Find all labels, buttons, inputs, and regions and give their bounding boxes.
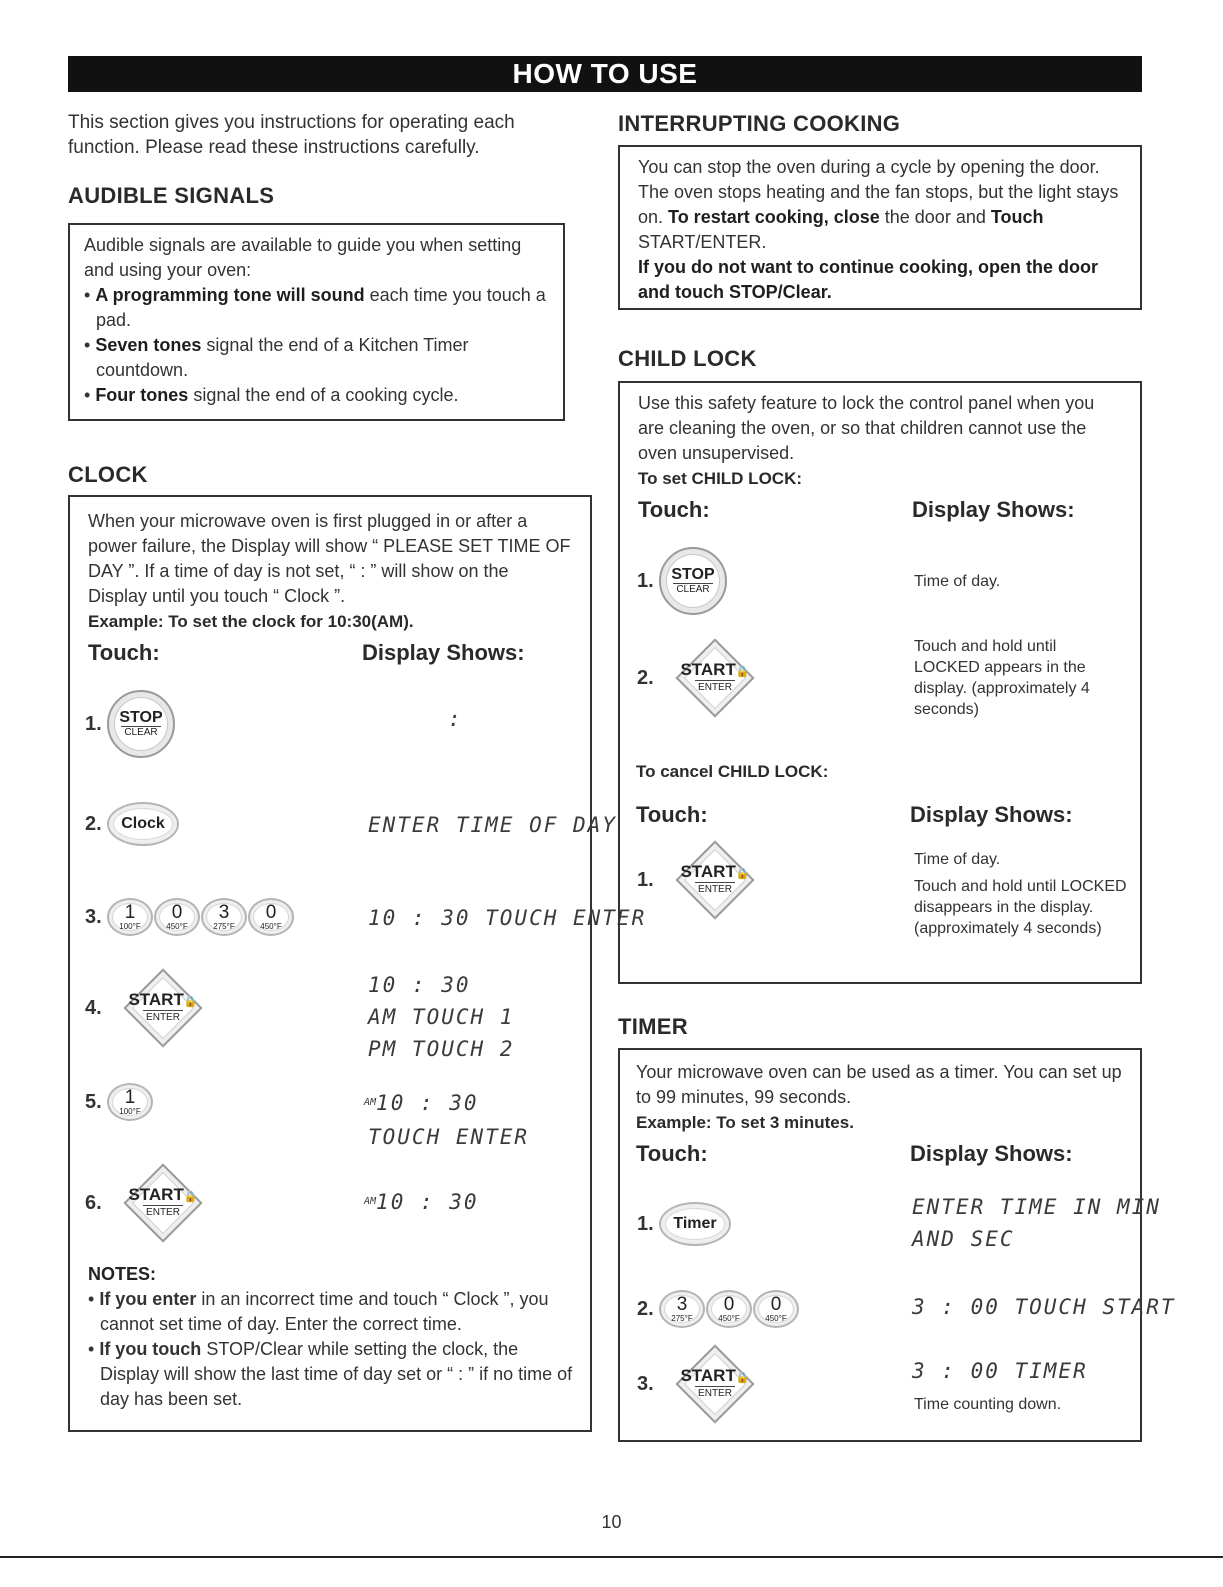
stop-clear-key[interactable]: STOP CLEAR (659, 547, 727, 615)
clock-example: Example: To set the clock for 10:30(AM). (88, 612, 414, 631)
clock-display-5b: TOUCH ENTER (368, 1125, 530, 1149)
clock-heading: CLOCK (68, 462, 148, 487)
audible-heading: AUDIBLE SIGNALS (68, 183, 275, 208)
audible-bullet-1: • A programming tone will sound each time you touch a pad. (84, 285, 546, 330)
clock-note-2: • If you touch STOP/Clear while setting the clock, the Display will show the last time of day set or “ : ” if no time of day has been set. (88, 1339, 573, 1409)
timer-display-1b: AND SEC (912, 1227, 1015, 1251)
childlock-set-step-2: 2. START🔒 ENTER (637, 638, 771, 718)
clock-display-4b: AM TOUCH 1 (368, 1005, 515, 1029)
stop-clear-key[interactable]: STOP CLEAR (107, 690, 175, 758)
start-enter-key[interactable]: START🔒 ENTER (107, 1163, 219, 1243)
start-enter-key[interactable]: START🔒 ENTER (107, 968, 219, 1048)
audible-bullet-3: • Four tones signal the end of a cooking cycle. (84, 385, 459, 405)
clock-table-header: Touch: Display Shows: (88, 640, 525, 665)
audible-bullet-2: • Seven tones signal the end of a Kitchen Timer countdown. (84, 335, 469, 380)
lock-icon: 🔒 (183, 1191, 198, 1203)
timer-display-3-text: Time counting down. (914, 1396, 1062, 1413)
clock-step-4: 4. START🔒 ENTER (85, 968, 219, 1048)
timer-example: Example: To set 3 minutes. (636, 1113, 854, 1132)
lock-icon: 🔒 (735, 666, 750, 678)
childlock-set-display-2: Touch and hold until LOCKED appears in the display. (approximately 4 seconds) (914, 638, 1090, 718)
start-enter-key[interactable]: START🔒 ENTER (659, 638, 771, 718)
timer-display-3: 3 : 00 TIMER (912, 1359, 1088, 1383)
clock-display-4c: PM TOUCH 2 (368, 1037, 515, 1061)
childlock-cancel-display-2: Touch and hold until LOCKED disappears in the display. (approximately 4 seconds) (914, 878, 1127, 937)
timer-key[interactable]: Timer (659, 1202, 731, 1246)
number-0-key[interactable]: 0 450°F (248, 898, 294, 936)
childlock-heading: CHILD LOCK (618, 346, 757, 371)
timer-display-2: 3 : 00 TOUCH START (912, 1295, 1176, 1319)
clock-key[interactable]: Clock (107, 802, 179, 846)
timer-step-3: 3. START🔒 ENTER (637, 1344, 771, 1424)
timer-lead: Your microwave oven can be used as a timer. You can set up to 99 minutes, 99 seconds. (636, 1062, 1122, 1107)
childlock-set-display-1: Time of day. (914, 573, 1001, 590)
start-enter-key[interactable]: START🔒 ENTER (659, 1344, 771, 1424)
page-banner: HOW TO USE (68, 56, 1142, 92)
childlock-cancel-display-1: Time of day. (914, 851, 1001, 868)
interrupt-heading: INTERRUPTING COOKING (618, 111, 901, 136)
childlock-set-step-1: 1. STOP CLEAR (637, 547, 727, 615)
clock-display-3: 10 : 30 TOUCH ENTER (368, 906, 647, 930)
childlock-set-header: Touch: Display Shows: (638, 497, 1075, 522)
childlock-set-title: To set CHILD LOCK: (638, 469, 803, 488)
childlock-lead: Use this safety feature to lock the control panel when you are cleaning the oven, or so that children cannot use the oven unsupervised. (638, 393, 1095, 463)
number-3-key[interactable]: 3 275°F (659, 1290, 705, 1328)
clock-step-1: 1. STOP CLEAR (85, 690, 175, 758)
number-1-key[interactable]: 1 100°F (107, 898, 153, 936)
timer-table-header: Touch: Display Shows: (636, 1141, 1073, 1166)
timer-step-1: 1. Timer (637, 1202, 731, 1246)
audible-lead: Audible signals are available to guide you when setting and using your oven: (84, 235, 522, 280)
timer-heading: TIMER (618, 1014, 688, 1039)
lock-icon: 🔒 (735, 868, 750, 880)
clock-notes: NOTES: • If you enter in an incorrect time and touch “ Clock ”, you cannot set time of day. Enter the correct time. • If you touch STOP/Clear while setting the clock, the Display will show the last time of day set or “ : ” if no time of day has been set. (88, 1262, 578, 1412)
number-0-key[interactable]: 0 450°F (154, 898, 200, 936)
clock-note-1: • If you enter in an incorrect time and touch “ Clock ”, you cannot set time of day. Enter the correct time. (88, 1289, 549, 1334)
interrupt-box (618, 145, 1142, 310)
childlock-cancel-step-1: 1. START🔒 ENTER (637, 840, 771, 920)
childlock-cancel-title: To cancel CHILD LOCK: (636, 762, 829, 781)
lock-icon: 🔒 (735, 1372, 750, 1384)
audible-box (68, 223, 565, 421)
timer-display-1a: ENTER TIME IN MIN (912, 1195, 1161, 1219)
start-enter-key[interactable]: START🔒 ENTER (659, 840, 771, 920)
clock-step-3: 3. 1 100°F 0 450°F 3 275°F 0 450°F (85, 898, 295, 936)
childlock-cancel-header: Touch: Display Shows: (636, 802, 1073, 827)
number-0-key[interactable]: 0 450°F (753, 1290, 799, 1328)
interrupt-text-2: If you do not want to continue cooking, open the door and touch STOP/Clear. (638, 257, 1098, 302)
timer-step-2: 2. 3 275°F 0 450°F 0 450°F (637, 1290, 800, 1328)
interrupt-text-1: You can stop the oven during a cycle by opening the door. The oven stops heating and the fan stops, but the light stays on. To restart cooking, close the door and Touch START/ENTER. (638, 157, 1119, 252)
number-1-key[interactable]: 1 100°F (107, 1083, 153, 1121)
clock-step-5: 5. 1 100°F (85, 1083, 154, 1121)
clock-display-5a: $^{AM}$10 : 30 (364, 1091, 479, 1115)
intro-text: This section gives you instructions for operating each function. Please read these instructions carefully. (68, 112, 515, 158)
number-3-key[interactable]: 3 275°F (201, 898, 247, 936)
clock-display-6: $^{AM}$10 : 30 (364, 1190, 479, 1214)
footer-rule (0, 1556, 1223, 1558)
clock-step-6: 6. START🔒 ENTER (85, 1163, 219, 1243)
clock-display-2: ENTER TIME OF DAY (368, 813, 617, 837)
clock-display-4a: 10 : 30 (368, 973, 471, 997)
lock-icon: 🔒 (183, 996, 198, 1008)
page-number: 10 (601, 1512, 622, 1532)
clock-step-2: 2. Clock (85, 802, 179, 846)
number-0-key[interactable]: 0 450°F (706, 1290, 752, 1328)
clock-lead: When your microwave oven is first plugged in or after a power failure, the Display will show “ PLEASE SET TIME OF DAY ”. If a time of day is not set, “ : ” will show on the Display until you touch “ Clock ”. (88, 511, 571, 606)
clock-display-1: : (448, 707, 463, 731)
